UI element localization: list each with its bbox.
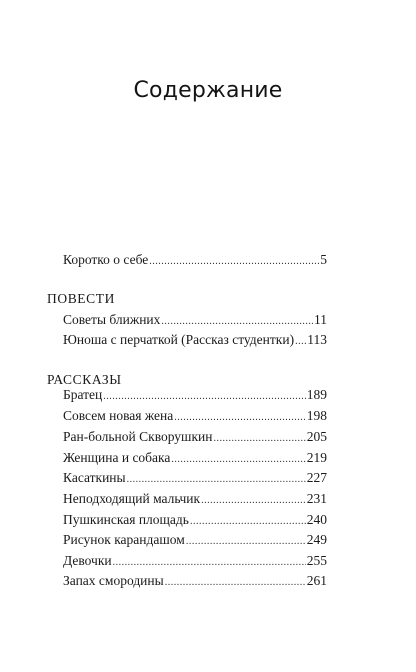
toc-entry-title: Женщина и собака [63, 450, 171, 465]
toc-entry-title: Девочки [63, 553, 112, 568]
dot-leader [201, 495, 306, 506]
toc-entry-title: Коротко о себе [63, 252, 149, 267]
toc-entry[interactable] [63, 512, 327, 532]
dot-leader [127, 474, 306, 485]
dot-leader [174, 412, 306, 423]
toc-page-number: 219 [306, 450, 327, 465]
toc-entry[interactable] [63, 429, 327, 449]
toc-entry-title: Братец [63, 387, 103, 402]
toc-entry-title: Совсем новая жена [63, 408, 174, 423]
toc-entry[interactable] [63, 408, 327, 428]
page-title: Содержание [133, 78, 283, 103]
dot-leader [213, 433, 305, 444]
dot-leader [190, 516, 306, 527]
dot-leader [186, 536, 306, 547]
dot-leader [103, 391, 305, 402]
toc-page-number: 113 [307, 332, 327, 347]
dot-leader [295, 336, 306, 347]
toc-entry-title: Рисунок карандашом [63, 532, 185, 547]
toc-entry[interactable] [63, 532, 327, 552]
toc-page-number: 240 [306, 512, 327, 527]
toc-page-number: 5 [320, 252, 327, 267]
toc-entry-intro[interactable] [63, 252, 327, 272]
dot-leader [171, 454, 305, 465]
toc-entry[interactable] [63, 553, 327, 573]
toc-entry[interactable] [63, 573, 327, 593]
toc-entry[interactable] [63, 470, 327, 490]
toc-entry-title: Пушкинская площадь [63, 512, 189, 527]
toc-page-number: 205 [306, 429, 327, 444]
toc-entry-title: Советы ближних [63, 312, 161, 327]
toc-page-number: 249 [306, 532, 327, 547]
toc-page-number: 198 [306, 408, 327, 423]
toc-page-number: 255 [306, 553, 327, 568]
toc-page-number: 227 [306, 470, 327, 485]
toc-page-number: 231 [306, 491, 327, 506]
toc-entry[interactable] [63, 387, 327, 407]
toc-page-number: 189 [306, 387, 327, 402]
toc-entry-title: Ран-больной Скворушкин [63, 429, 213, 444]
toc-entry-title: Запах смородины [63, 573, 164, 588]
toc-entry-title: Юноша с перчаткой (Рассказ студентки) [63, 332, 295, 347]
dot-leader [113, 557, 306, 568]
toc-entry-title: Неподходящий мальчик [63, 491, 201, 506]
dot-leader [149, 256, 319, 267]
toc-entry[interactable] [63, 450, 327, 470]
dot-leader [165, 577, 306, 588]
toc-entry[interactable] [63, 332, 327, 352]
toc-page-number: 261 [306, 573, 327, 588]
toc-entry[interactable] [63, 312, 327, 332]
section-heading-povesti: ПОВЕСТИ [47, 291, 115, 306]
dot-leader [161, 316, 313, 327]
toc-page-number: 11 [314, 312, 327, 327]
toc-entry[interactable] [63, 491, 327, 511]
toc-entry-title: Касаткины [63, 470, 126, 485]
section-heading-rasskazy: РАССКАЗЫ [47, 372, 122, 387]
